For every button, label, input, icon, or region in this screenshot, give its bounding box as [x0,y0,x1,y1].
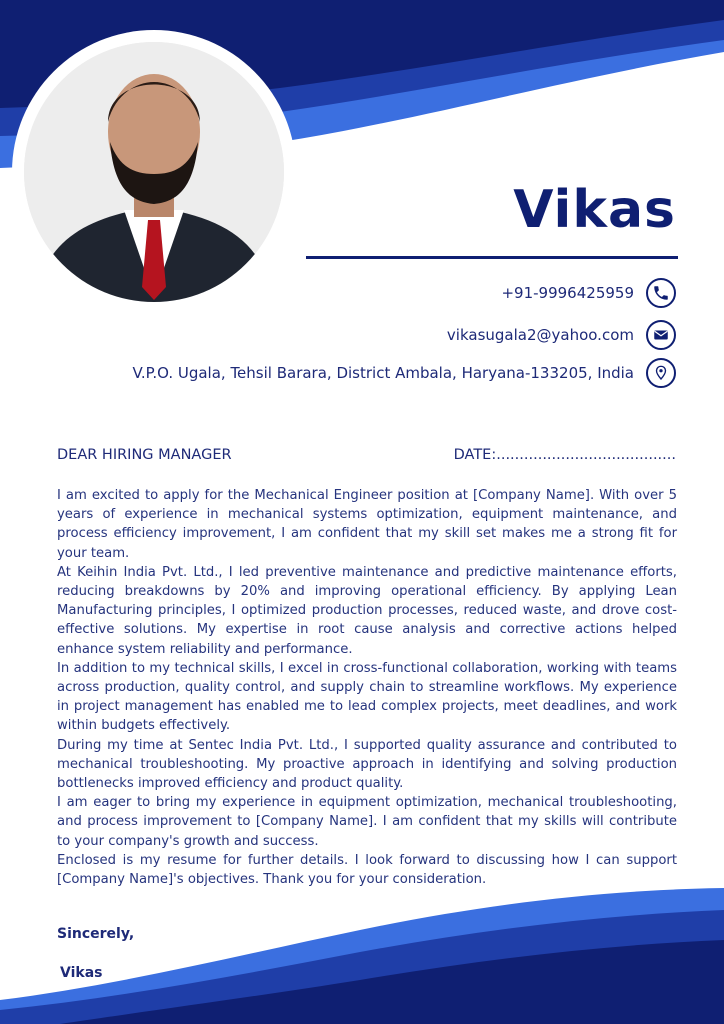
profile-photo [24,42,284,302]
candidate-name: Vikas [513,180,676,240]
location-pin-icon [646,358,676,388]
signature-name: Vikas [60,965,103,981]
letter-body [57,486,677,889]
address-text: V.P.O. Ugala, Tehsil Barara, District Ambala, Haryana-133205, India [132,364,634,382]
email-text: vikasugala2@yahoo.com [446,326,634,344]
paragraph: During my time at Sentec India Pvt. Ltd., I supported quality assurance and contributed to mechanical troubleshooting. My proactive approach in identifying and solving production bottlenecks improved efficiency and product quality. [57,737,677,792]
header-divider [306,256,678,259]
paragraph: At Keihin India Pvt. Ltd., I led preventive maintenance and predictive maintenance efforts, reducing breakdowns by 20% and improving operational efficiency. By applying Lean Manufacturing principles, I optimized production processes, reduced waste, and drove cost-effective solutions. My expertise in root cause analysis and corrective actions helped enhance system reliability and performance. [57,564,677,657]
paragraph: I am excited to apply for the Mechanical Engineer position at [Company Name]. With over 5 years of experience in mechanical systems optimization, equipment maintenance, and process efficiency improvement, I am confident that my skill set makes me a strong fit for your team. [57,488,677,561]
date-field: DATE:....................................... [453,447,676,463]
paragraph: In addition to my technical skills, I excel in cross-functional collaboration, working with teams across production, quality control, and supply chain to streamline workflows. My experience in project management has enabled me to lead complex projects, meet deadlines, and work within budgets effectively. [57,660,677,734]
paragraph: I am eager to bring my experience in equipment optimization, mechanical troubleshooting, and process improvement to [Company Name]. I am confident that my skills will contribute to your company's growth and success. [57,795,677,849]
closing: Sincerely, [57,926,135,942]
phone-icon [646,278,676,308]
phone-text: +91-9996425959 [501,284,634,302]
salutation: DEAR HIRING MANAGER [57,447,232,463]
paragraph: Enclosed is my resume for further details. I look forward to discussing how I can support [Company Name]'s objectives. Thank you for your consideration. [57,852,677,888]
envelope-icon [646,320,676,350]
